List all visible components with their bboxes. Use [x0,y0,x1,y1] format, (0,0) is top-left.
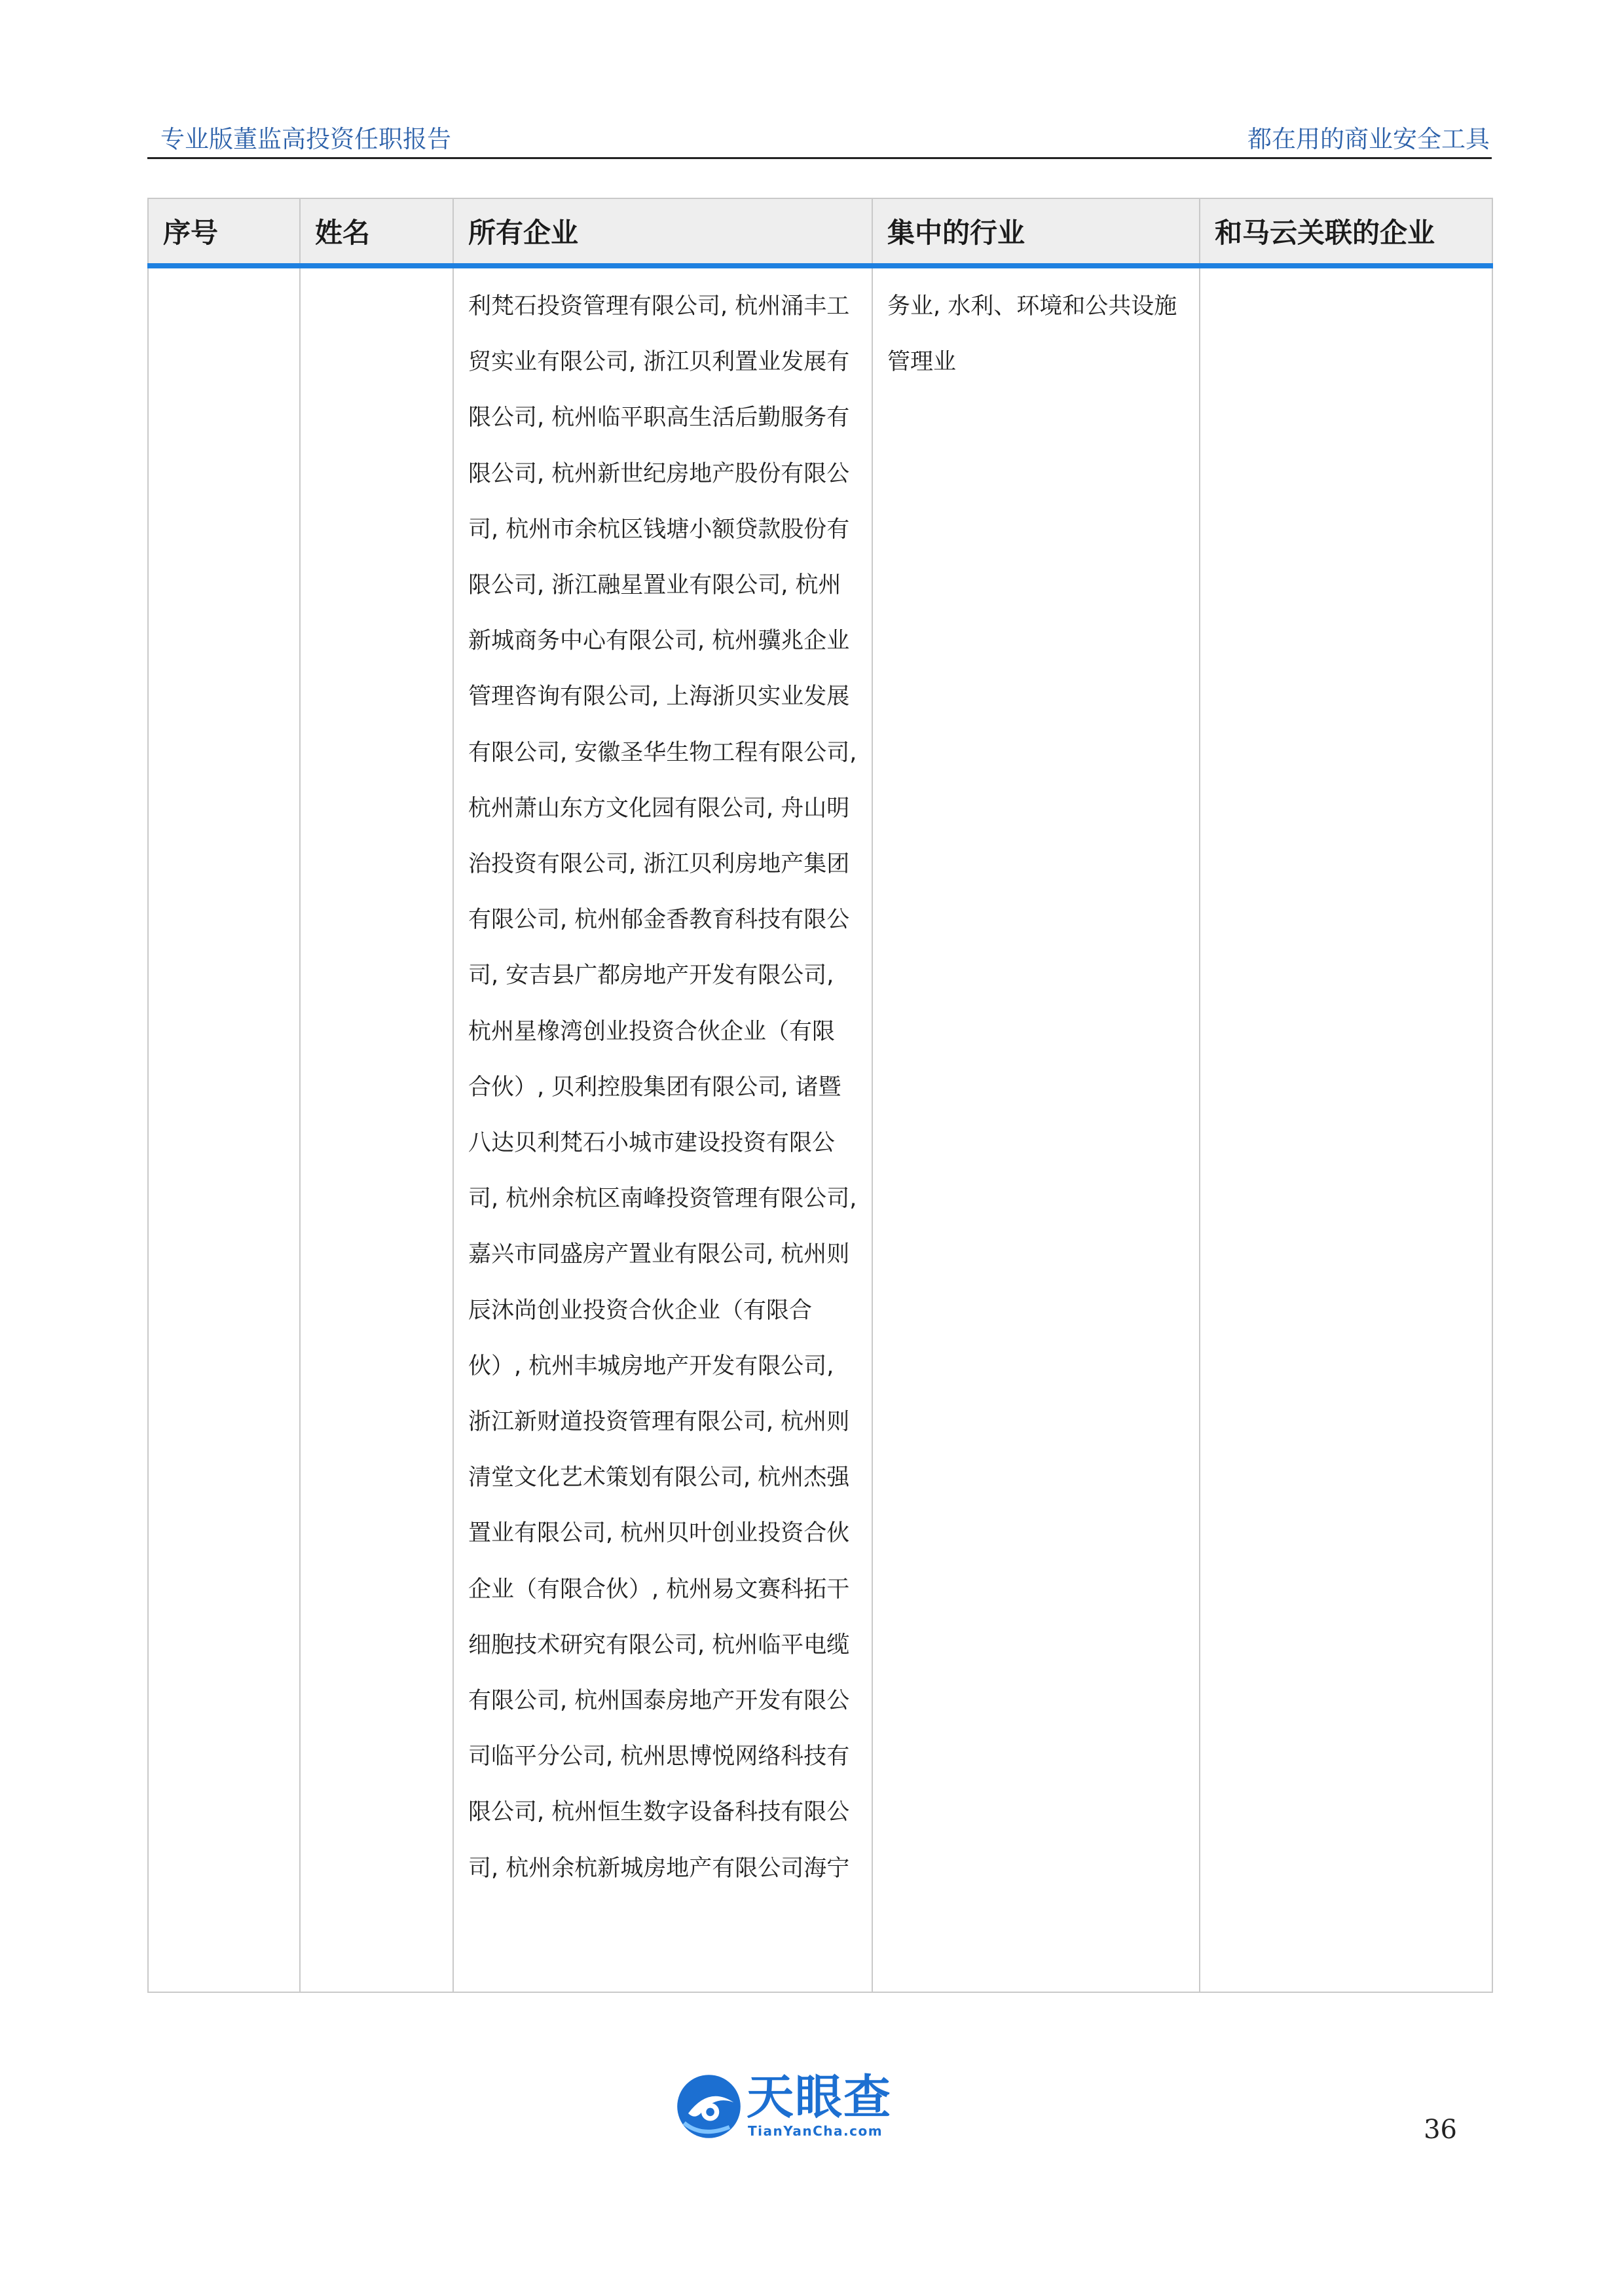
all-companies-text: 利梵石投资管理有限公司, 杭州涌丰工贸实业有限公司, 浙江贝利置业发展有限公司, 杭州临平职高生活后勤服务有限公司, 杭州新世纪房地产股份有限公司, 杭州市余杭区钱塘小额贷款股份有限公司, 浙江融星置业有限公司, 杭州新城商务中心有限公司, 杭州骥兆企业管理咨询有限公司, 上海浙贝实业发展有限公司, 安徽圣华生物工程有限公司, 杭州萧山东方文化园有限公司, 舟山明治投资有限公司, 浙江贝利房地产集团有限公司, 杭州郁金香教育科技有限公司, 安吉县广都房地产开发有限公司, 杭州星橡湾创业投资合伙企业（有限合伙）, 贝利控股集团有限公司, 诸暨八达贝利梵石小城市建设投资有限公司, 杭州余杭区南峰投资管理有限公司, 嘉兴市同盛房产置业有限公司, 杭州则辰沐尚创业投资合伙企业（有限合伙）, 杭州丰城房地产开发有限公司, 浙江新财道投资管理有限公司, 杭州则清堂文化艺术策划有限公司, 杭州杰强置业有限公司, 杭州贝叶创业投资合伙企业（有限合伙）, 杭州易文赛科拓干细胞技术研究有限公司, 杭州临平电缆有限公司, 杭州国泰房地产开发有限公司临平分公司, 杭州思博悦网络科技有限公司, 杭州恒生数字设备科技有限公司, 杭州余杭新城房地产有限公司海宁 [468,293,857,1882]
table-header-row [148,198,1492,266]
table-row [148,266,1492,1992]
report-title: 专业版董监高投资任职报告 [160,125,451,153]
tianyancha-logo [674,2071,917,2143]
column-header-index: 序号 [148,198,300,266]
report-slogan: 都在用的商业安全工具 [1247,125,1490,153]
cell-name [300,266,453,1992]
cell-industry [872,266,1200,1992]
logo-subtext: TianYanCha.com [748,2123,883,2139]
column-header-related-companies: 和马云关联的企业 [1200,198,1492,266]
column-header-all-companies: 所有企业 [453,198,872,266]
eye-logo-icon [674,2072,743,2141]
header-divider [147,157,1492,159]
cell-related-companies [1200,266,1492,1992]
logo-text: 天眼查 [747,2069,893,2124]
industry-text: 务业, 水利、环境和公共设施管理业 [887,293,1177,376]
enterprise-table [147,198,1493,1993]
page-number: 36 [1424,2115,1457,2145]
column-header-name: 姓名 [300,198,453,266]
cell-all-companies [453,266,872,1992]
cell-index [148,266,300,1992]
column-header-industry: 集中的行业 [872,198,1200,266]
